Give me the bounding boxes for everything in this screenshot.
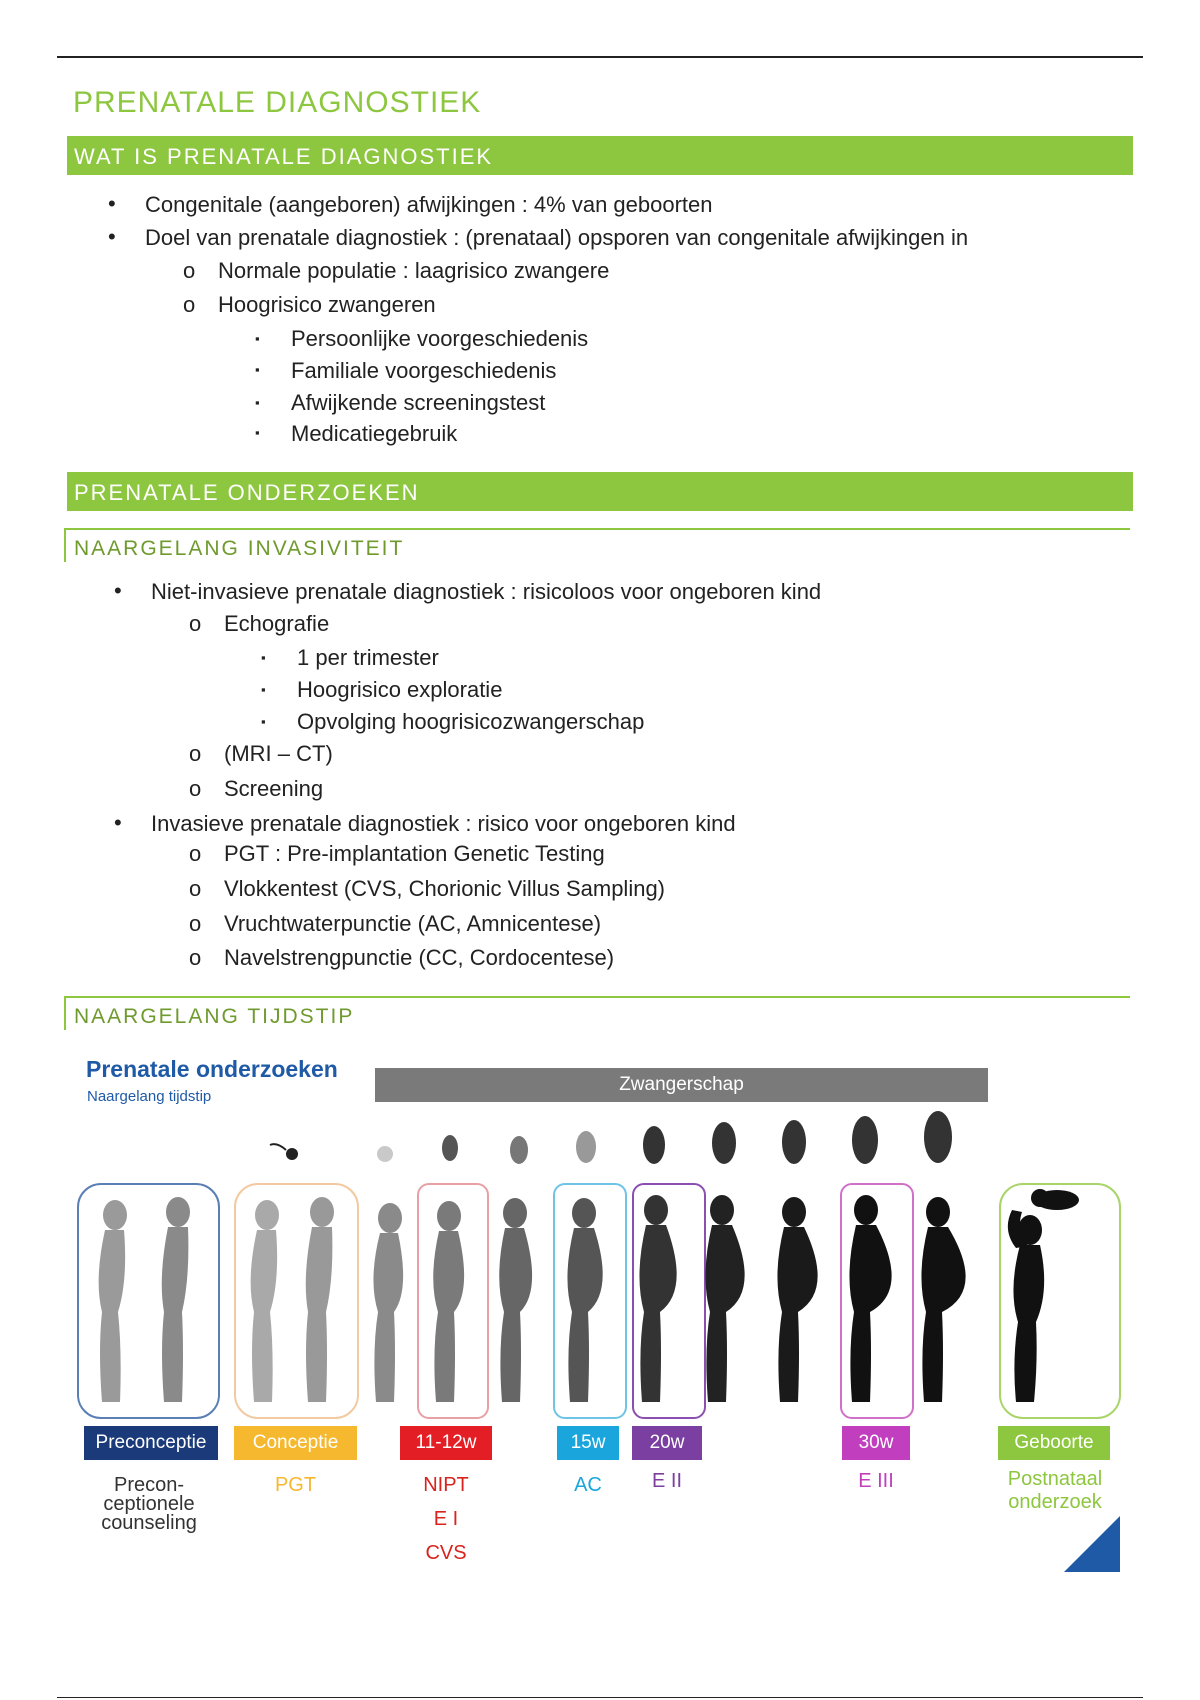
section-heading-text: PRENATALE ONDERZOEKEN (74, 480, 420, 505)
below-label-line: E II (651, 1470, 682, 1492)
below-label-line: ceptionele (103, 1493, 195, 1515)
list-item: (MRI – CT) (224, 741, 333, 766)
below-label-line: counseling (101, 1512, 197, 1534)
list-item: Congenitale (aangeboren) afwijkingen : 4% van geboorten (145, 192, 713, 217)
stage-label-preconceptie: Preconceptie (84, 1426, 218, 1460)
bullet-marker: • (108, 224, 116, 249)
subheading-text: NAARGELANG INVASIVITEIT (74, 537, 405, 560)
square-marker: ▪ (255, 362, 260, 377)
circle-marker: o (189, 841, 202, 866)
fetus-icon (510, 1136, 528, 1164)
list-item: Hoogrisico exploratie (297, 677, 503, 702)
fetus-icon (712, 1122, 736, 1164)
woman-silhouette-week (777, 1197, 817, 1402)
top-rule (57, 56, 1143, 58)
stage-label-20w: 20w (632, 1426, 702, 1460)
below-label-line: E I (433, 1508, 459, 1530)
circle-marker: o (189, 911, 202, 936)
woman-silhouette-week (705, 1195, 744, 1402)
list-item: Echografie (224, 611, 330, 636)
fetus-icon (377, 1146, 393, 1162)
circle-marker: o (183, 292, 196, 317)
circle-marker: o (189, 741, 202, 766)
below-label-line: Precon- (113, 1474, 185, 1496)
circle-marker: o (189, 776, 202, 801)
woman-silhouette-conceptie-1 (251, 1200, 279, 1402)
circle-marker: o (189, 945, 202, 970)
list-item: Doel van prenatale diagnostiek : (prenataal) opsporen van congenitale afwijkingen in (145, 225, 969, 250)
woman-silhouette-conceptie-2 (306, 1197, 334, 1402)
below-label-line: CVS (425, 1542, 467, 1564)
list-item: Afwijkende screeningstest (291, 390, 546, 415)
infographic-title: Prenatale onderzoeken (86, 1056, 338, 1082)
fetus-icon (852, 1116, 878, 1164)
list-item: Invasieve prenatale diagnostiek : risico voor ongeboren kind (151, 811, 736, 836)
bottom-rule (57, 1697, 1143, 1698)
woman-silhouette-20w (639, 1195, 676, 1402)
circle-marker: o (183, 258, 196, 283)
subheading-text: NAARGELANG TIJDSTIP (74, 1005, 355, 1028)
fetus-icon (442, 1135, 458, 1161)
stage-label-conceptie: Conceptie (234, 1426, 357, 1460)
circle-marker: o (189, 876, 202, 901)
list-item: Normale populatie : laagrisico zwangere (218, 258, 610, 283)
stage-label-15w: 15w (557, 1426, 619, 1460)
stage-label-geboorte: Geboorte (998, 1426, 1110, 1460)
fetus-icon (924, 1111, 952, 1163)
list-item: Vruchtwaterpunctie (AC, Amnicentese) (224, 911, 602, 936)
woman-silhouette-30w (849, 1195, 891, 1402)
woman-silhouette-15w (567, 1198, 602, 1402)
below-label-line: onderzoek (1008, 1491, 1102, 1513)
fetus-icon (576, 1131, 596, 1163)
list-item: Familiale voorgeschiedenis (291, 358, 557, 383)
pregnancy-bar-label: Zwangerschap (619, 1074, 744, 1095)
bullet-marker: • (108, 191, 116, 216)
list-item: Vlokkentest (CVS, Chorionic Villus Sampling) (224, 876, 665, 901)
below-label-11-12w (400, 1468, 492, 1570)
silhouettes-illustration (72, 1050, 1132, 1430)
woman-silhouette-preconceptie-2 (162, 1197, 190, 1402)
below-label-line: AC (574, 1474, 602, 1496)
stage-label-11-12w: 11-12w (400, 1426, 492, 1460)
fetus-icon (782, 1120, 806, 1164)
infographic-subtitle: Naargelang tijdstip (87, 1088, 212, 1105)
square-marker: ▪ (255, 395, 260, 410)
square-marker: ▪ (261, 682, 266, 697)
square-marker: ▪ (255, 425, 260, 440)
list-item: Hoogrisico zwangeren (218, 292, 436, 317)
woman-silhouette-11-12w (433, 1201, 464, 1402)
subheading-invasiviteit (64, 528, 1130, 562)
below-label-line: PGT (274, 1474, 317, 1496)
below-label-preconceptie (82, 1474, 216, 1535)
list-item: Navelstrengpunctie (CC, Cordocentese) (224, 945, 615, 970)
woman-silhouette-preconceptie-1 (99, 1200, 127, 1402)
below-label-geboorte (990, 1468, 1120, 1514)
document-title: PRENATALE DIAGNOSTIEK (73, 86, 482, 119)
mother-with-baby-silhouette (1008, 1189, 1079, 1402)
section-heading-wat-is (67, 136, 1133, 175)
list-item: Medicatiegebruik (291, 421, 458, 446)
corner-triangle-icon (1064, 1516, 1124, 1572)
below-label-line: Postnataal (1007, 1468, 1103, 1490)
bullet-marker: • (114, 578, 122, 603)
list-item: 1 per trimester (297, 645, 439, 670)
bullet-marker: • (114, 810, 122, 835)
woman-silhouette-week (373, 1203, 403, 1402)
sperm-egg-icon (270, 1144, 298, 1160)
below-label-15w (557, 1474, 619, 1497)
below-label-30w (842, 1470, 910, 1493)
circle-marker: o (189, 611, 202, 636)
below-label-line: NIPT (423, 1474, 469, 1496)
list-item: Persoonlijke voorgeschiedenis (291, 326, 589, 351)
section-heading-text: WAT IS PRENATALE DIAGNOSTIEK (74, 144, 494, 169)
square-marker: ▪ (255, 331, 260, 346)
list-item: Niet-invasieve prenatale diagnostiek : risicoloos voor ongeboren kind (151, 579, 822, 604)
below-label-line: E III (858, 1470, 894, 1492)
below-label-20w (632, 1470, 702, 1493)
woman-silhouette-week (921, 1197, 965, 1402)
fetus-icon (643, 1126, 665, 1164)
list-item: Screening (224, 776, 324, 801)
list-item: PGT : Pre-implantation Genetic Testing (224, 841, 605, 866)
square-marker: ▪ (261, 714, 266, 729)
section-heading-onderzoeken (67, 472, 1133, 511)
fetus-icon-row (270, 1111, 952, 1164)
list-item: Opvolging hoogrisicozwangerschap (297, 709, 645, 734)
subheading-tijdstip (64, 996, 1130, 1030)
woman-silhouette-week (499, 1198, 532, 1402)
prenatal-timeline-infographic (72, 1050, 1132, 1590)
below-label-conceptie (234, 1474, 357, 1497)
square-marker: ▪ (261, 650, 266, 665)
stage-label-30w: 30w (842, 1426, 910, 1460)
